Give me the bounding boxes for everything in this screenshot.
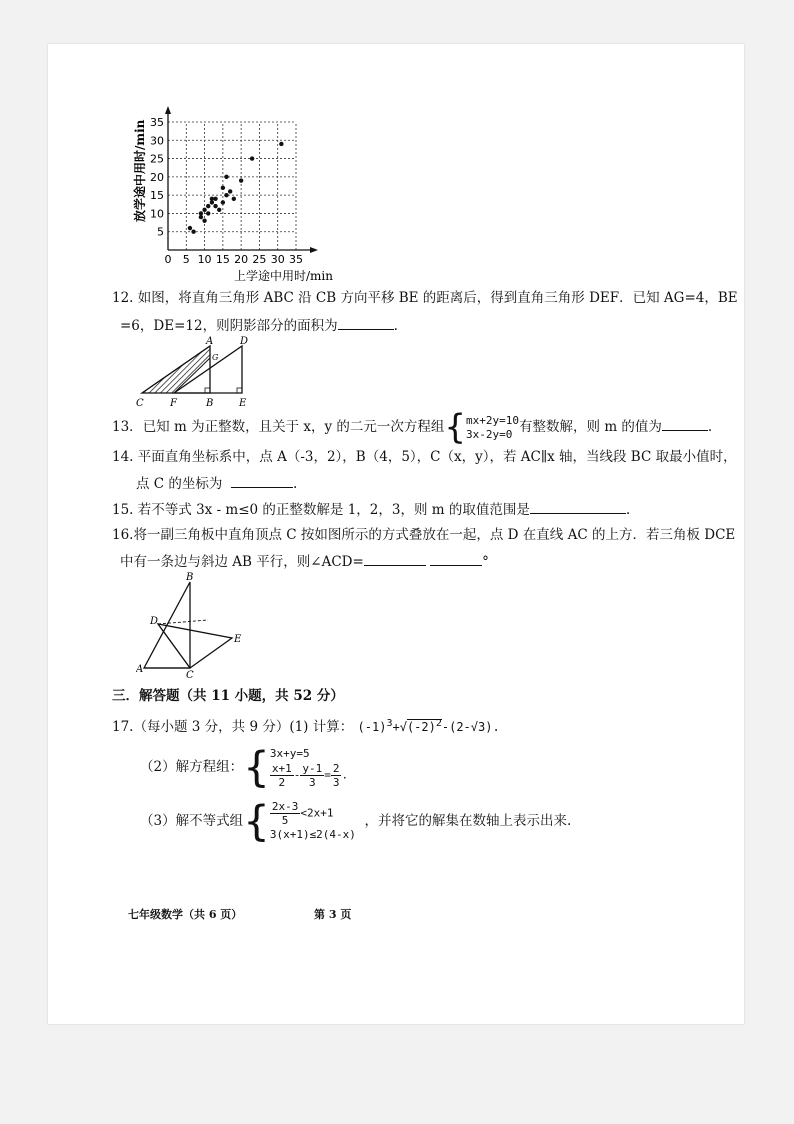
q17-number: 17. [112, 719, 134, 735]
question-14-line2 [136, 473, 297, 494]
q13-eq2: 3x-2y=0 [466, 427, 513, 441]
q12-figure [134, 334, 264, 410]
label-a: A [206, 336, 214, 347]
q16-figure [136, 570, 248, 680]
q17-expr1: $(-1)^3+√(-2)^2-(2-√3)$. [357, 718, 500, 734]
question-15 [112, 499, 630, 520]
label-b: B [206, 398, 214, 409]
q14-end: . [293, 476, 298, 492]
q17-sys3-eq2: 3(x+1)≤2(4-x) [269, 828, 356, 841]
q14-text-line1: 平面直角坐标系中，点 A（-3，2），B（4，5），C（x，y），若 AC∥x 轴，当线段 BC 取最小值时， [137, 449, 737, 465]
q13-brace: { [444, 407, 467, 448]
chart-ticks [150, 116, 303, 266]
q17-sys2-frac1: $\frac{x+1}{2}$ [271, 762, 292, 789]
q14-number: 14. [112, 449, 134, 465]
q16-end: ° [482, 554, 489, 570]
label-b: B [186, 572, 194, 583]
q17-sys3-frac: $\frac{2x-3}{5}$ [271, 800, 299, 827]
data-point [206, 211, 210, 215]
q13-answer-blank[interactable] [662, 416, 708, 431]
q17-part2-brace: { [243, 742, 270, 792]
label-c: C [186, 670, 194, 680]
label-c: C [136, 398, 144, 409]
question-16 [112, 525, 735, 545]
q13-text-pre: 已知 m 为正整数，且关于 x，y 的二元一次方程组 [142, 419, 445, 435]
label-a: A [136, 664, 144, 675]
q16-number: 16. [112, 527, 134, 543]
x-tick-label: 5 [182, 253, 190, 266]
q17-sys2-frac3: $\frac{2}{3}$ [332, 762, 340, 789]
q17-sys3-rhs1: <2x+1 [300, 806, 334, 820]
x-tick-label: 15 [215, 253, 230, 266]
y-tick-label: 10 [150, 207, 164, 221]
data-point [221, 200, 225, 204]
x-tick-label: 25 [252, 253, 267, 266]
data-point [206, 204, 210, 208]
data-point [191, 230, 195, 234]
q16-answer-blank-1[interactable] [364, 551, 426, 566]
x-tick-label: 35 [289, 253, 303, 266]
data-point [224, 175, 228, 179]
data-point [213, 197, 217, 201]
q17-part3-post: ，并将它的解集在数轴上表示出来. [364, 813, 572, 829]
question-13 [112, 407, 713, 448]
q16-text-line2: 中有一条边与斜边 AB 平行，则∠ACD= [120, 554, 364, 570]
q15-number: 15. [112, 502, 134, 518]
y-axis-label: 放学途中用时/min [133, 119, 147, 222]
q13-number: 13． [112, 419, 143, 435]
question-16-line2 [120, 551, 489, 572]
x-axis-arrow [310, 247, 318, 253]
q16-text-line1: 将一副三角板中直角顶点 C 按如图所示的方式叠放在一起，点 D 在直线 AC 的上方．若三角板 DCE [133, 527, 736, 543]
data-point [217, 208, 221, 212]
data-point [224, 193, 228, 197]
q17-sys2-eq1: 3x+y=5 [269, 747, 310, 760]
scatter-chart [128, 104, 350, 290]
x-axis-label: 上学途中用时/min [234, 269, 333, 283]
data-point [213, 204, 217, 208]
q17-part1-label: （每小题 3 分，共 9 分）(1) 计算： [133, 719, 354, 735]
q17-sys2-frac2: $\frac{y-1}{3}$ [302, 762, 323, 789]
q17-part2-label: （2）解方程组： [140, 759, 244, 775]
x-tick-label: 0 [164, 253, 172, 266]
q12-end: . [393, 318, 398, 334]
chart-grid [168, 122, 296, 250]
data-point [228, 189, 232, 193]
label-f: F [170, 398, 177, 409]
q17-part3-label: （3）解不等式组 [140, 813, 244, 829]
data-point [279, 142, 283, 146]
label-g: G [212, 353, 219, 362]
footer-page-number: 第 3 页 [314, 908, 352, 921]
y-tick-label: 5 [157, 225, 164, 239]
data-point [202, 219, 206, 223]
x-tick-label: 20 [234, 253, 249, 266]
q12-number: 12. [112, 290, 134, 306]
x-tick-label: 10 [197, 253, 212, 266]
q17-part3-system [270, 800, 356, 843]
q17-part3-brace: { [243, 796, 270, 846]
q12-text-line1: 如图，将直角三角形 ABC 沿 CB 方向平移 BE 的距离后，得到直角三角形 DEF．已知 AG=4，BE [137, 290, 738, 306]
question-17-part3 [140, 796, 572, 846]
data-point [202, 208, 206, 212]
q17-part2-system: 3x+y=5 $\frac{x+1}{2}$ - $\frac{y-1}{3}$ = $\frac{2}{3}$ . [269, 747, 349, 789]
label-e: E [239, 398, 247, 409]
y-tick-label: 15 [150, 189, 164, 203]
q14-answer-blank[interactable] [231, 473, 293, 488]
y-tick-label: 20 [150, 170, 164, 184]
q13-system [466, 414, 519, 442]
section-3-heading: 三．解答题（共 11 小题，共 52 分） [112, 688, 344, 704]
question-12 [112, 288, 738, 308]
y-tick-label: 30 [150, 134, 164, 148]
y-tick-label: 25 [150, 152, 164, 166]
q16-answer-blank-2[interactable] [430, 551, 482, 566]
q13-eq1: mx+2y=10 [466, 413, 520, 427]
data-point [232, 197, 236, 201]
chart-points [188, 142, 284, 234]
y-axis-arrow [165, 106, 171, 114]
q15-answer-blank[interactable] [530, 499, 626, 514]
label-e: E [234, 634, 242, 645]
label-d: D [240, 336, 249, 347]
q13-end: . [707, 419, 713, 435]
q15-end: . [625, 502, 631, 518]
footer-left: 七年级数学（共 6 页） [128, 908, 243, 921]
q15-text: 若不等式 3x - m≤0 的正整数解是 1，2，3，则 m 的取值范围是 [137, 502, 530, 518]
q12-text-line2: =6，DE=12，则阴影部分的面积为 [120, 318, 338, 334]
x-tick-label: 30 [270, 253, 285, 266]
q16-triangle-dce [158, 624, 232, 668]
data-point [239, 178, 243, 182]
question-17-part1 [112, 714, 500, 737]
label-d: D [150, 616, 159, 627]
q12-answer-blank[interactable] [338, 315, 394, 330]
data-point [188, 226, 192, 230]
question-14 [112, 447, 737, 467]
question-12-line2 [120, 315, 398, 336]
q13-text-post: 有整数解，则 m 的值为 [519, 419, 662, 435]
data-point [199, 211, 203, 215]
question-17-part2 [140, 742, 349, 792]
data-point [221, 186, 225, 190]
data-point [250, 156, 254, 160]
q14-text-line2: 点 C 的坐标为 [136, 476, 223, 492]
y-tick-label: 35 [150, 116, 164, 129]
